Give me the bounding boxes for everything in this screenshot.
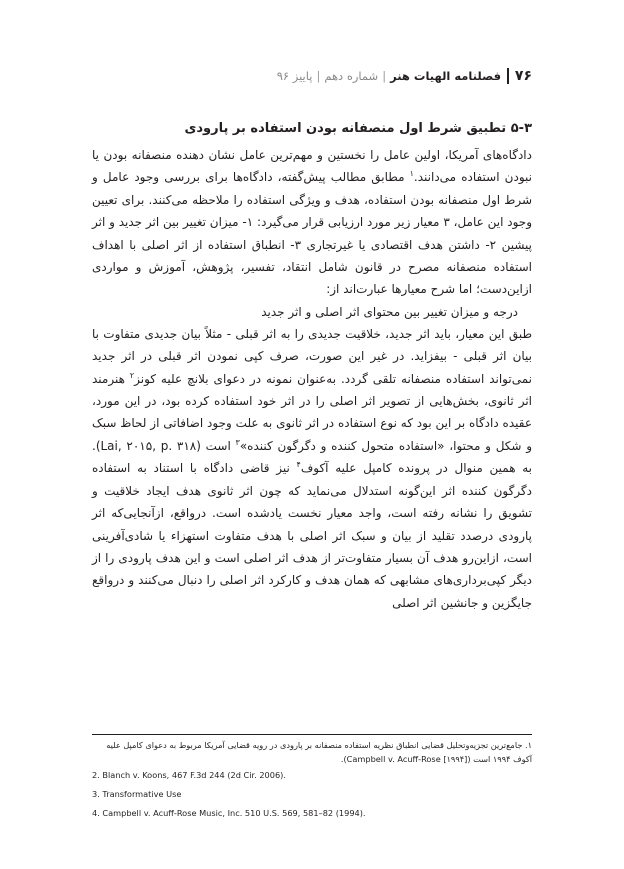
paragraph-2-text-c: است (Lai, ۲۰۱۵, p. ۳۱۸). به همین منوال در پرونده کامپل علیه آکوف bbox=[92, 438, 533, 476]
footnote-ref-3: ۳ bbox=[235, 437, 240, 447]
header-separator: | bbox=[382, 69, 387, 83]
section-heading: ۵-۳ تطبیق شرط اول منصفانه بودن استفاده بر پارودی bbox=[184, 121, 532, 136]
footnote-ref-2: ۲ bbox=[129, 370, 135, 380]
paragraph-2-text-a: طبق این معیار، باید اثر جدید، خلاقیت جدیدی را به اثر قبلی - مثلاً بیان جدیدی متفاوت با بیان اثر قبلی - بیفزاید. در غیر این صورت، صرف کپی نمودن اثر قبلی در اثر جدید نمی‌تواند استفاده منصفانه تلقی گردد. به‌عنوان نمونه در دعوای بلانچ علیه کونز bbox=[92, 326, 532, 386]
paragraph-2 bbox=[92, 323, 532, 614]
journal-info bbox=[277, 69, 501, 83]
paragraph-1-text-rest: مطابق مطالب پیش‌گفته، دادگاه‌ها برای بررسی وجود عامل و شرط اول منصفانه بودن استفاده، هدف و ویژگی استفاده را ملاحظه می‌کنند. برای تعیین وجود این عامل، ۳ معیار زیر مورد ارزیابی قرار می‌گیرد: ۱- میزان تغییر بین اثر جدید و اثر پیشین ۲- داشتن هدف اقتصادی یا غیرتجاری ۳- انطباق استفاده از اثر اصلی با اهداف استفاده منصفانه مصرح در قانون شامل انتقاد، تفسیر، پژوهش، آموزش و مواردی ازاین‌دست؛ اما شرح معیارها عبارت‌اند از: bbox=[92, 170, 533, 297]
running-header bbox=[0, 66, 624, 92]
season-label: پاییز ۹۶ bbox=[276, 69, 313, 83]
article-body bbox=[92, 118, 532, 614]
paragraph-2-text-b: هنرمند اثر ثانوی، بخش‌هایی از تصویر اثر اصلی را در اثر خود استفاده کرده بود، در این مورد، عقیده دادگاه بر این بود که نوع استفاده در اثر ثانوی به علت وجود اضافاتی از لحاظ سبک و شکل و محتوا، «استفاده متحول کننده و دگرگون کننده» bbox=[92, 371, 532, 453]
paragraph-1-text: دادگاه‌های آمریکا، اولین عامل را نخستین و مهم‌ترین عامل نشان دهنده منصفانه بودن یا نبودن استفاده می‌دانند. bbox=[92, 148, 532, 185]
footnote-4: 4. Campbell v. Acuff-Rose Music, Inc. 510 U.S. 569, 581–82 (1994). bbox=[92, 808, 366, 818]
paragraph-1 bbox=[92, 144, 532, 301]
criterion-subheading: درجه و میزان تغییر بین محتوای اثر اصلی و اثر جدید bbox=[261, 304, 518, 319]
footnote-ref-4: ۴ bbox=[296, 460, 301, 470]
journal-title: فصلنامه الهیات هنر bbox=[390, 69, 501, 83]
footnote-1: ۱. جامع‌ترین تجزیه‌وتحلیل قضایی انطباق نظریه استفاده منصفانه بر پارودی در رویه قضایی آمریکا مربوط به دعوای کامپل علیه آکوف ۱۹۹۴ است (Campbell v. Acuff-Rose [۱۹۹۴]). bbox=[106, 740, 532, 764]
footnote-2: 2. Blanch v. Koons, 467 F.3d 244 (2d Cir. 2006). bbox=[92, 770, 286, 780]
header-divider bbox=[507, 68, 509, 84]
issue-label: شماره دهم bbox=[324, 69, 379, 83]
footnote-ref-1: ۱ bbox=[409, 169, 414, 179]
page-number: ۷۶ bbox=[514, 68, 532, 84]
footnotes bbox=[92, 738, 532, 823]
footnote-divider bbox=[92, 734, 532, 735]
paragraph-2-text-d: نیز قاضی دادگاه با استناد به استفاده دگرگون کننده اثر این‌گونه استدلال می‌نماید که چون اثر ثانوی هدف ایجاد خلاقیت و تشویق را نشانه رفته است، واجد معیار نخست یادشده است. درواقع، ازآنجایی‌که اثر پارودی درصدد تقلید از بیان و سبک اثر اصلی با هدف متفاوت استهزاء یا شادی‌آفرینی است، ازاین‌رو هدف آن بسیار متفاوت‌تر از هدف اثر اصلی است و این هدف پارودی را از دیگر کپی‌برداری‌های مشابهی که همان هدف و کارکرد اثر اصلی را دنبال می‌کنند و درواقع جایگزین و جانشین اثر اصلی bbox=[92, 461, 532, 610]
header-separator: | bbox=[316, 69, 321, 83]
footnote-3: 3. Transformative Use bbox=[92, 789, 182, 799]
